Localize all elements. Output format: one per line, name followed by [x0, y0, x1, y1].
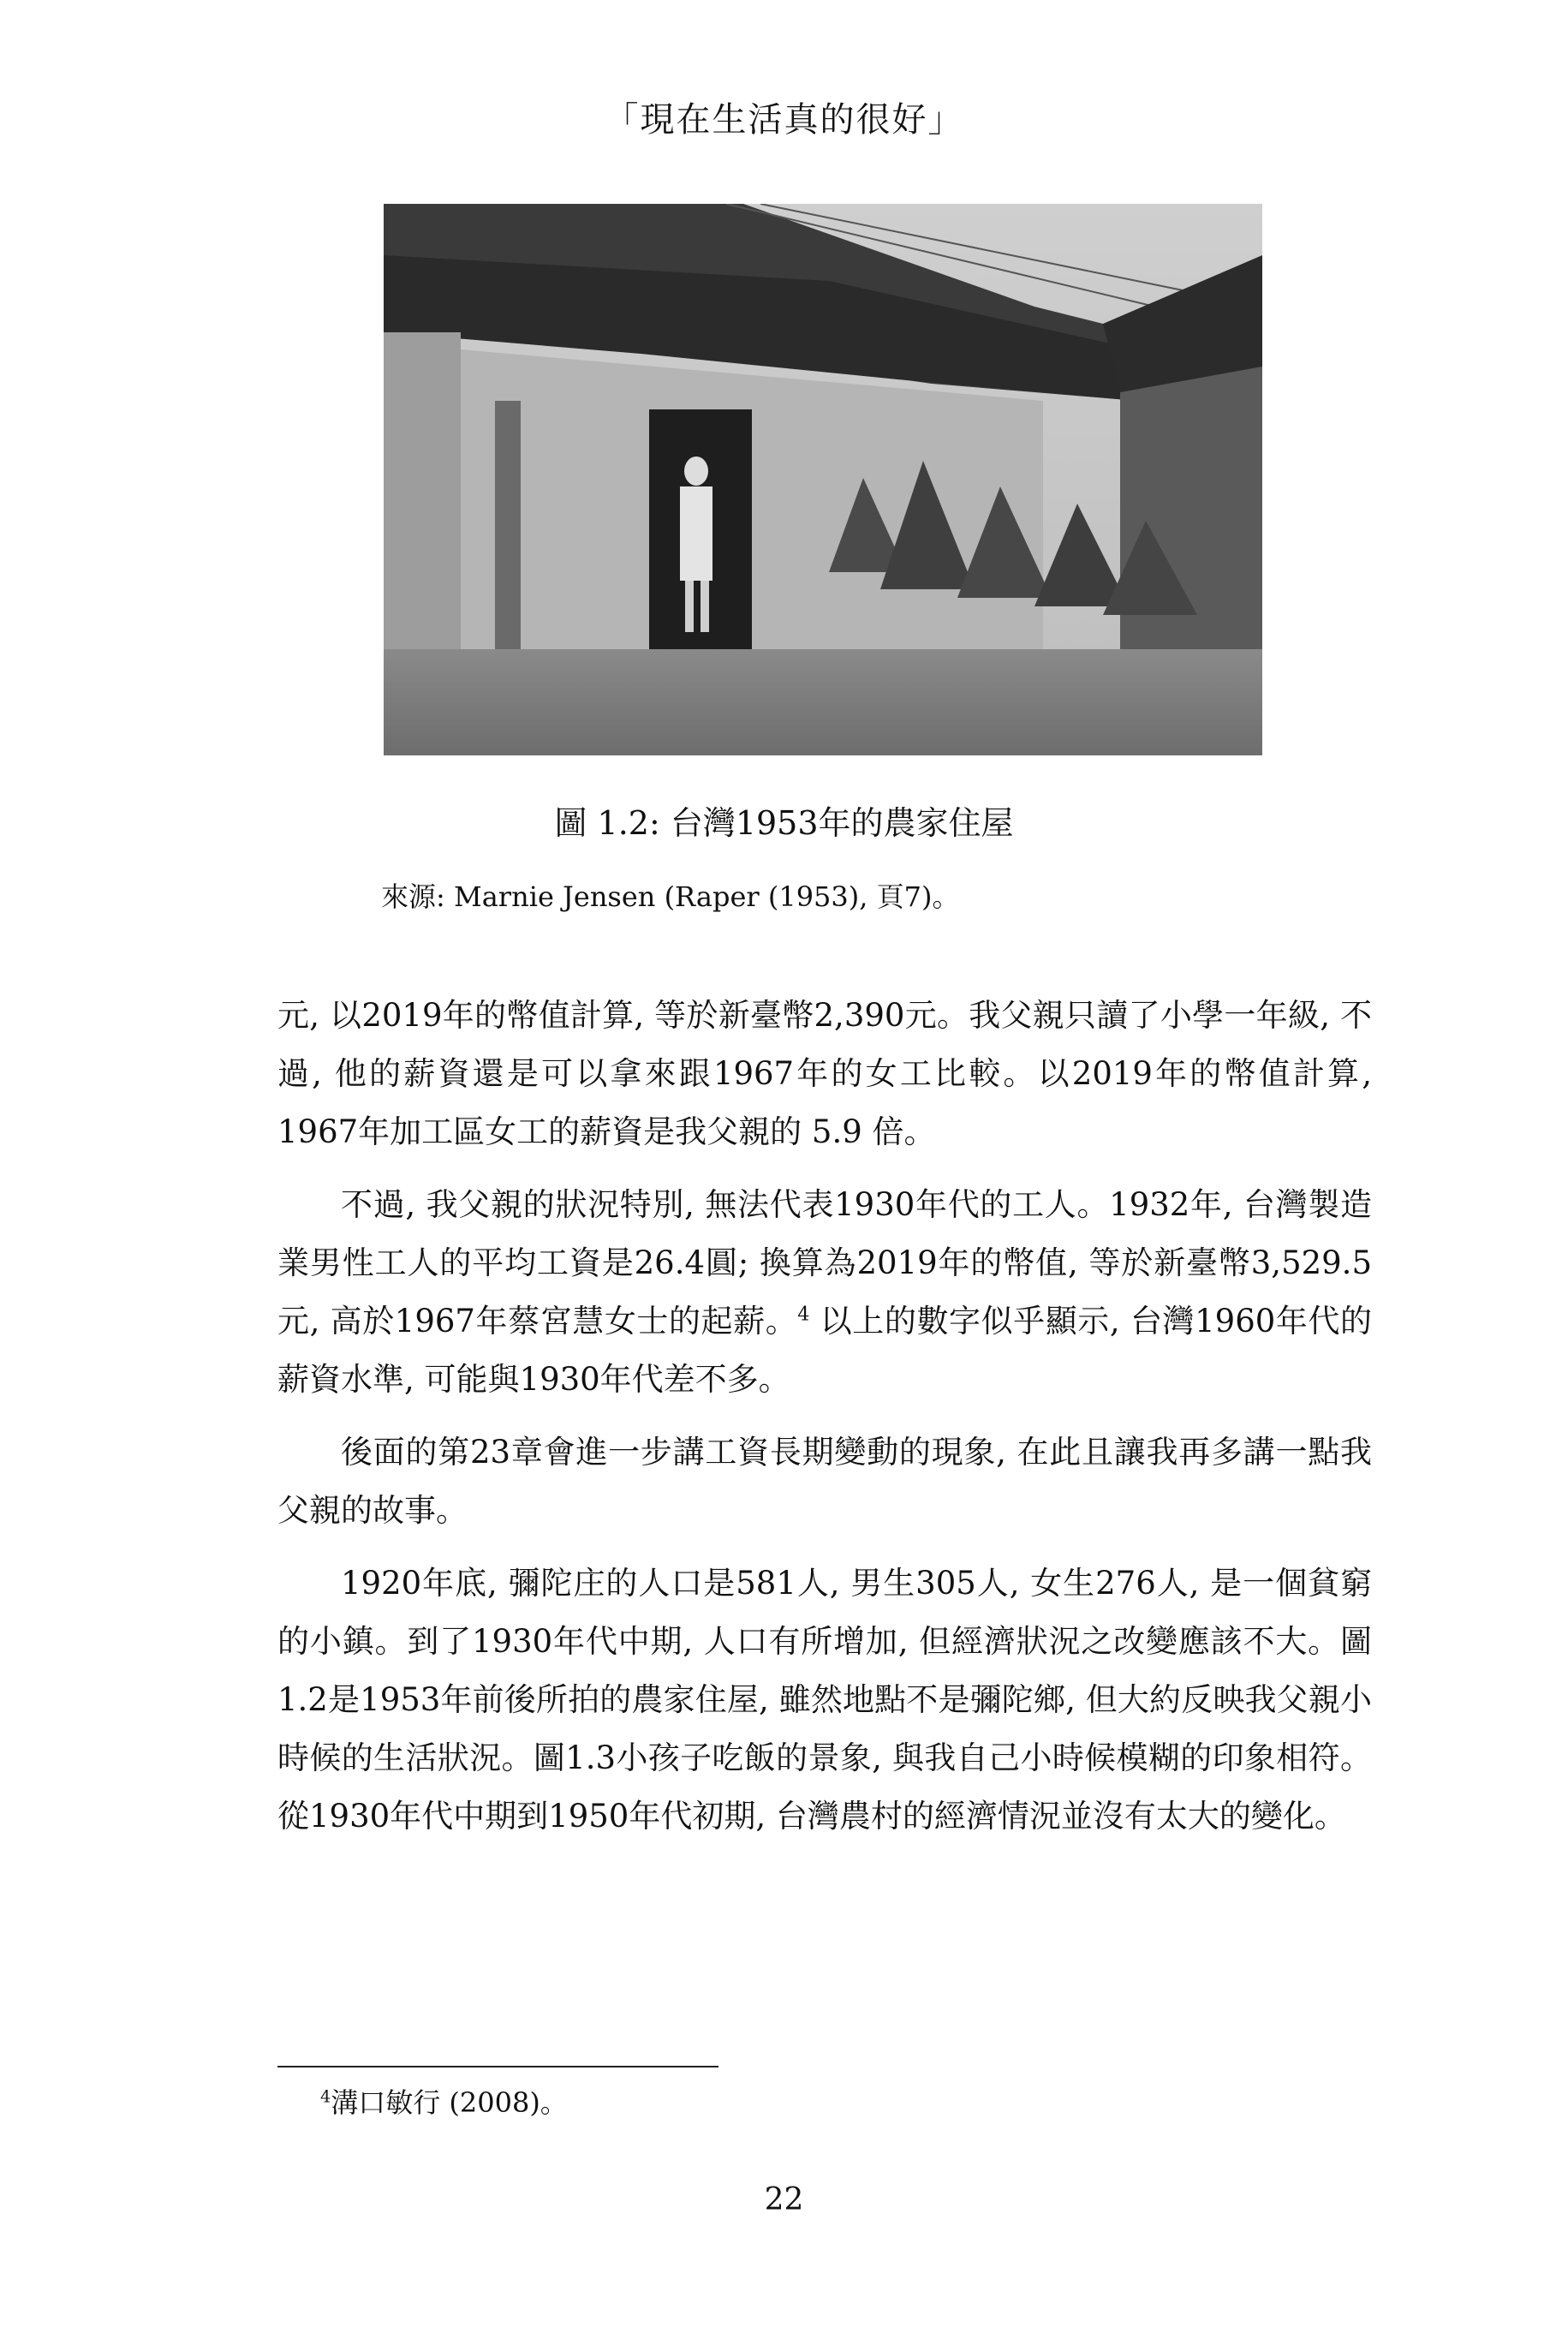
- footnote-text: 溝口敏行 (2008)。: [331, 2086, 568, 2119]
- paragraph-2-text: 不過, 我父親的狀況特別, 無法代表1930年代的工人。1932年, 台灣製造業男性工人的平均工資是26.4圓; 換算為2019年的幣值, 等於新臺幣3,529.5元, 高於1967年蔡宮慧女士的起薪。: [277, 1186, 1372, 1340]
- paragraph-3: 後面的第23章會進一步講工資長期變動的現象, 在此且讓我再多講一點我父親的故事。: [277, 1434, 1372, 1529]
- body-text: [277, 987, 1372, 1860]
- footnote-divider: [277, 2066, 718, 2067]
- footnote-mark: 4: [320, 2086, 331, 2107]
- paragraph-2-text-continued: 以上的數字似乎顯示, 台灣1960年代的薪資水準, 可能與1930年代差不多。: [277, 1303, 1372, 1398]
- figure-source: 來源: Marnie Jensen (Raper (1953), 頁7)。: [381, 880, 960, 913]
- farmhouse-photo: [384, 204, 1262, 755]
- footnote: [320, 2081, 568, 2121]
- figure-caption: 圖 1.2: 台灣1953年的農家住屋: [554, 804, 1014, 842]
- running-header: 「現在生活真的很好」: [604, 100, 964, 140]
- paragraph-2: [277, 1176, 1372, 1409]
- paragraph-4: 1920年底, 彌陀庄的人口是581人, 男生305人, 女生276人, 是一個貧窮的小鎮。到了1930年代中期, 人口有所增加, 但經濟狀況之改變應該不大。圖1.2是1953年前後所拍的農家住屋, 雖然地點不是彌陀鄉, 但大約反映我父親小時候的生活狀況。圖1.3小孩子吃飯的景象, 與我自己小時候模糊的印象相符。從1930年代中期到1950年代初期, 台灣農村的經濟情況並沒有太大的變化。: [277, 1565, 1372, 1835]
- paragraph-1: 元, 以2019年的幣值計算, 等於新臺幣2,390元。我父親只讀了小學一年級, 不過, 他的薪資還是可以拿來跟1967年的女工比較。以2019年的幣值計算, 1967年加工區女工的薪資是我父親的 5.9 倍。: [277, 997, 1372, 1150]
- page-number: 22: [764, 2182, 804, 2217]
- footnote-reference: 4: [797, 1303, 810, 1326]
